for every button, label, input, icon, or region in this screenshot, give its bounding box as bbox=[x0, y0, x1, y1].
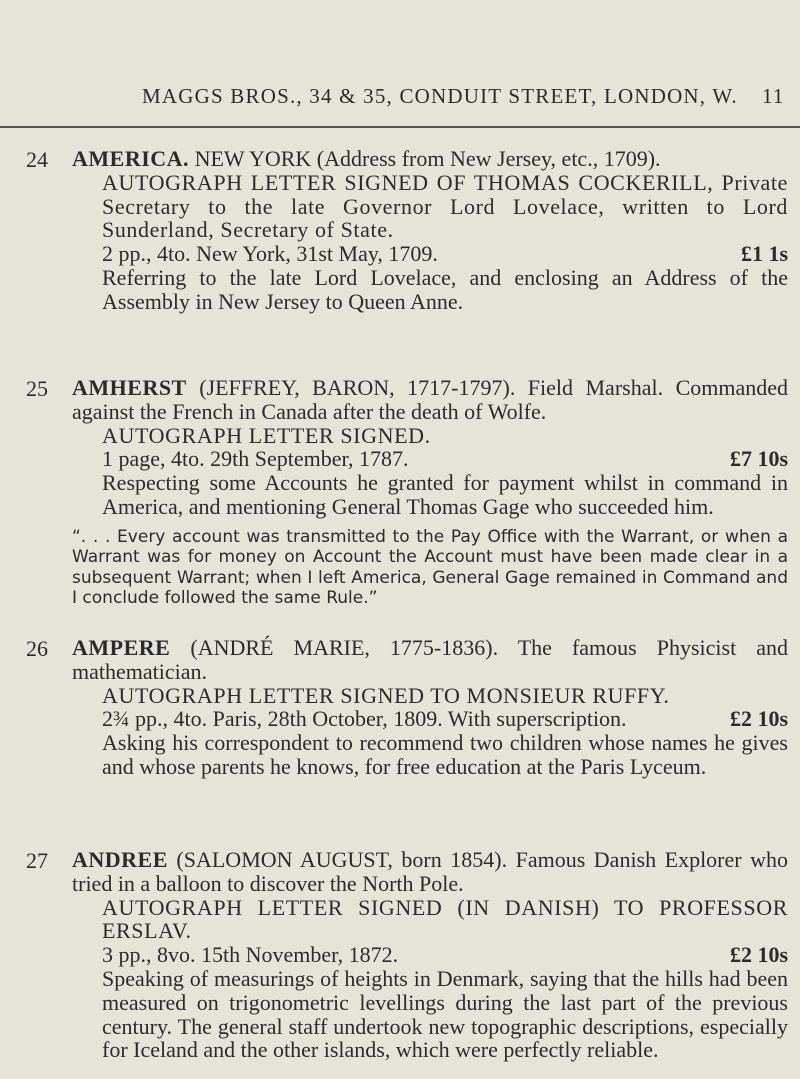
entry-price: £2 10s bbox=[729, 706, 788, 732]
entry-number: 25 bbox=[26, 376, 48, 401]
entry-price: £2 10s bbox=[729, 942, 788, 968]
entry-body bbox=[72, 147, 788, 314]
entry-heading bbox=[72, 636, 788, 684]
entry-heading bbox=[72, 376, 788, 424]
entry-note: Asking his correspondent to recommend two children whose names he gives and whose parents he knows, for free education at the Paris Lyceum. bbox=[102, 730, 788, 779]
entry-description: 2 pp., 4to. New York, 31st May, 1709. bbox=[102, 241, 438, 267]
entry-quote: “. . . Every account was transmitted to the Pay Office with the Warrant, or when a Warrant was for money on Account the Account must have been made clear in a subsequent Warrant; when I left America, General Gage remained in Command and I conclude followed the same Rule.” bbox=[72, 526, 788, 609]
entry-body bbox=[72, 636, 788, 779]
entry-price: £1 1s bbox=[740, 241, 788, 267]
entry-meta bbox=[102, 943, 788, 967]
entry-name: AMERICA. bbox=[72, 146, 190, 171]
entry-description: 1 page, 4to. 29th September, 1787. bbox=[102, 446, 409, 472]
entry-title: AUTOGRAPH LETTER SIGNED OF THOMAS COCKERILL, Private Secretary to the late Governor Lord Lovelace, written to Lord Sunderland, Secretary of State. bbox=[102, 169, 788, 243]
entry-number: 27 bbox=[26, 848, 48, 873]
entry-title: AUTOGRAPH LETTER SIGNED. bbox=[102, 422, 431, 448]
entry-title: AUTOGRAPH LETTER SIGNED (IN DANISH) TO PROFESSOR ERSLAV. bbox=[102, 894, 788, 944]
entry-note: Speaking of measurings of heights in Denmark, saying that the hills had been measured on trigonometric levellings during the last part of the previous century. The general staff undertook new topographic descriptions, especially for Iceland and the other islands, which were perfectly reliable. bbox=[102, 965, 788, 1063]
entry-title: AUTOGRAPH LETTER SIGNED TO MONSIEUR RUFFY. bbox=[102, 682, 670, 708]
entry-heading bbox=[72, 147, 788, 171]
entry-name: AMPERE bbox=[72, 635, 171, 660]
entry-number: 26 bbox=[26, 636, 48, 661]
entry-note: Respecting some Accounts he granted for payment whilst in command in America, and mentioning General Thomas Gage who succeeded him. bbox=[102, 470, 788, 519]
entry-heading bbox=[72, 848, 788, 896]
page-number: 11 bbox=[762, 84, 785, 108]
header-rule bbox=[0, 126, 800, 128]
entry-meta bbox=[102, 242, 788, 266]
entry-lead: (SALOMON AUGUST, born 1854). Famous Danish Explorer who tried in a balloon to discover the North Pole. bbox=[72, 847, 789, 896]
entry-note: Referring to the late Lord Lovelace, and enclosing an Address of the Assembly in New Jersey to Queen Anne. bbox=[102, 264, 788, 314]
entry-body bbox=[72, 376, 788, 609]
entry-body bbox=[72, 848, 788, 1062]
entry-meta bbox=[102, 447, 788, 471]
entry-meta bbox=[102, 707, 788, 731]
entry-number: 24 bbox=[26, 147, 48, 172]
entry-name: ANDREE bbox=[72, 847, 168, 872]
entry-price: £7 10s bbox=[729, 446, 788, 472]
entry-lead: NEW YORK (Address from New Jersey, etc., 1709). bbox=[194, 146, 661, 171]
entry-description: 2¾ pp., 4to. Paris, 28th October, 1809. With superscription. bbox=[102, 706, 627, 732]
entry-lead: (ANDRÉ MARIE, 1775-1836). The famous Physicist and mathematician. bbox=[72, 635, 789, 684]
entry-name: AMHERST bbox=[72, 375, 187, 400]
entry-description: 3 pp., 8vo. 15th November, 1872. bbox=[102, 942, 399, 968]
header-text: MAGGS BROS., 34 & 35, CONDUIT STREET, LONDON, W. bbox=[142, 84, 738, 108]
entry-lead: (JEFFREY, BARON, 1717-1797). Field Marshal. Commanded against the French in Canada after the death of Wolfe. bbox=[72, 375, 788, 424]
running-header bbox=[142, 84, 785, 109]
